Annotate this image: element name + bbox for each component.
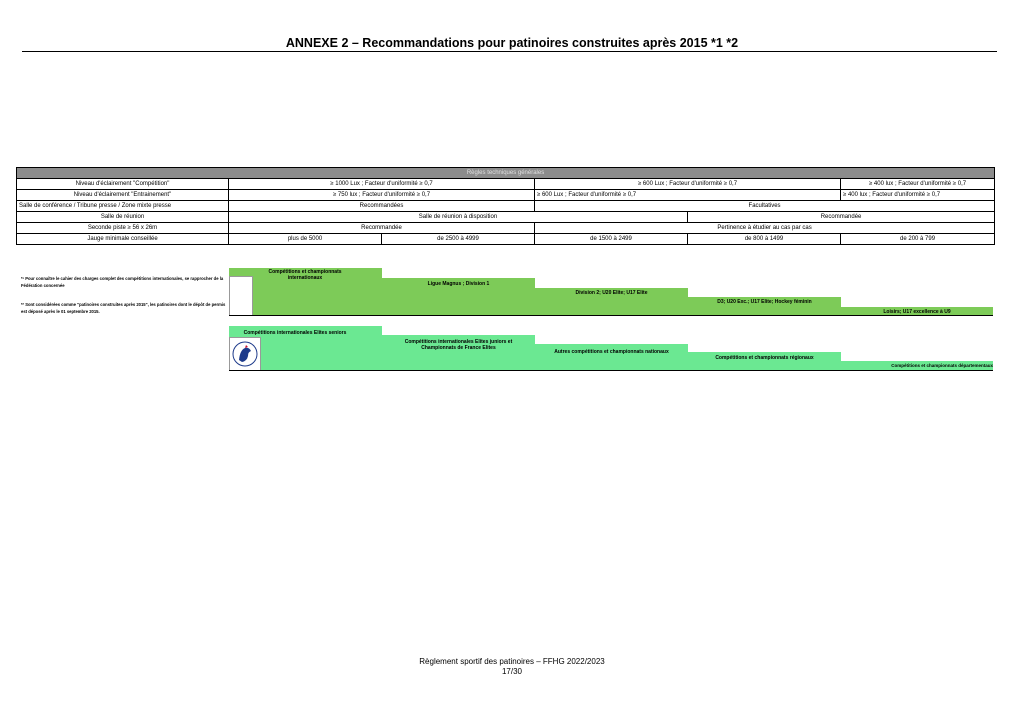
table-cell: ≥ 750 lux ; Facteur d'uniformité ≥ 0,7 xyxy=(229,190,535,201)
table-row xyxy=(17,201,995,212)
ffsg-step-4-label: Compétitions et championnats régionaux xyxy=(715,355,814,361)
table-cell: plus de 5000 xyxy=(229,234,382,245)
footnote-1: *¹ Pour connaître le cahier des charges complet des compétitions internationales, se rapprocher de la Fédération concernée xyxy=(21,276,224,288)
table-row xyxy=(17,223,995,234)
title-underline xyxy=(22,51,997,52)
ffhg-step-3-label: Division 2; U20 Elite; U17 Elite xyxy=(575,290,648,296)
rooster-icon xyxy=(230,338,260,370)
row-label: Niveau d'éclairement "Compétition" xyxy=(17,179,229,190)
table-cell: de 200 à 799 xyxy=(841,234,995,245)
ffhg-step-5-label: Loisirs; U17 excellence à U9 xyxy=(883,309,951,315)
table-cell: Facultatives xyxy=(535,201,995,212)
page-number: 17/30 xyxy=(501,667,523,676)
footnotes xyxy=(21,276,226,328)
ffhg-baseline xyxy=(229,315,993,316)
row-label: Salle de réunion xyxy=(17,212,229,223)
ffsg-step-3-label: Autres compétitions et championnats nationaux xyxy=(554,349,669,355)
table-cell: de 800 à 1499 xyxy=(688,234,841,245)
ffsg-baseline xyxy=(229,370,993,371)
ffsg-logo xyxy=(229,337,261,371)
table-cell: Recommandée xyxy=(688,212,995,223)
table-cell: ≥ 400 lux ; Facteur d'uniformité ≥ 0,7 xyxy=(841,179,995,190)
ffsg-step-1-label: Compétitions internationales Elites seniors xyxy=(243,330,347,336)
page-title: ANNEXE 2 – Recommandations pour patinoires construites après 2015 *1 *2 xyxy=(285,36,739,50)
ffhg-step-4-label: D3; U20 Exc.; U17 Elite; Hockey féminin xyxy=(717,299,812,305)
table-cell: Salle de réunion à disposition xyxy=(229,212,688,223)
table-header: Règles techniques générales xyxy=(17,168,995,179)
footnote-2: *² Sont considérées comme "patinoires construites après 2015", les patinoires dont le dépôt de permis est déposé après le 01 septembre 2015. xyxy=(21,302,226,314)
table-row xyxy=(17,212,995,223)
ffsg-step-5-label: Compétitions et championnats départementaux xyxy=(891,363,993,368)
table-cell: Recommandées xyxy=(229,201,535,212)
ffhg-step-1-label: Compétitions et championnats internationaux xyxy=(268,269,342,281)
ffsg-step-2-label: Compétitions internationales Elites juniors et Championnats de France Elites xyxy=(404,339,513,351)
table-cell: ≥ 400 lux ; Facteur d'uniformité ≥ 0,7 xyxy=(841,190,995,201)
table-row xyxy=(17,190,995,201)
ffsg-step-3 xyxy=(535,344,688,370)
ffhg-logo-frame xyxy=(229,276,253,316)
row-label: Niveau d'éclairement "Entrainement" xyxy=(17,190,229,201)
table-header-row xyxy=(17,168,995,179)
table-cell: Pertinence à étudier au cas par cas xyxy=(535,223,995,234)
table-row xyxy=(17,179,995,190)
rules-table xyxy=(16,167,995,245)
table-cell: ≥ 600 Lux ; Facteur d'uniformité ≥ 0,7 xyxy=(535,190,841,201)
table-cell: Recommandée xyxy=(229,223,535,234)
ffhg-step-2-label: Ligue Magnus ; Division 1 xyxy=(427,281,490,287)
table-cell: de 1500 à 2499 xyxy=(535,234,688,245)
table-row xyxy=(17,234,995,245)
table-cell: ≥ 600 Lux ; Facteur d'uniformité ≥ 0,7 xyxy=(535,179,841,190)
table-cell: ≥ 1000 Lux ; Facteur d'uniformité ≥ 0,7 xyxy=(229,179,535,190)
row-label: Salle de conférence / Tribune presse / Zone mixte presse xyxy=(17,201,229,212)
row-label: Jauge minimale conseillée xyxy=(17,234,229,245)
row-label: Seconde piste ≥ 56 x 26m xyxy=(17,223,229,234)
footer-title: Règlement sportif des patinoires – FFHG 2022/2023 xyxy=(419,657,605,666)
footer xyxy=(0,657,1024,677)
table-cell: de 2500 à 4999 xyxy=(382,234,535,245)
